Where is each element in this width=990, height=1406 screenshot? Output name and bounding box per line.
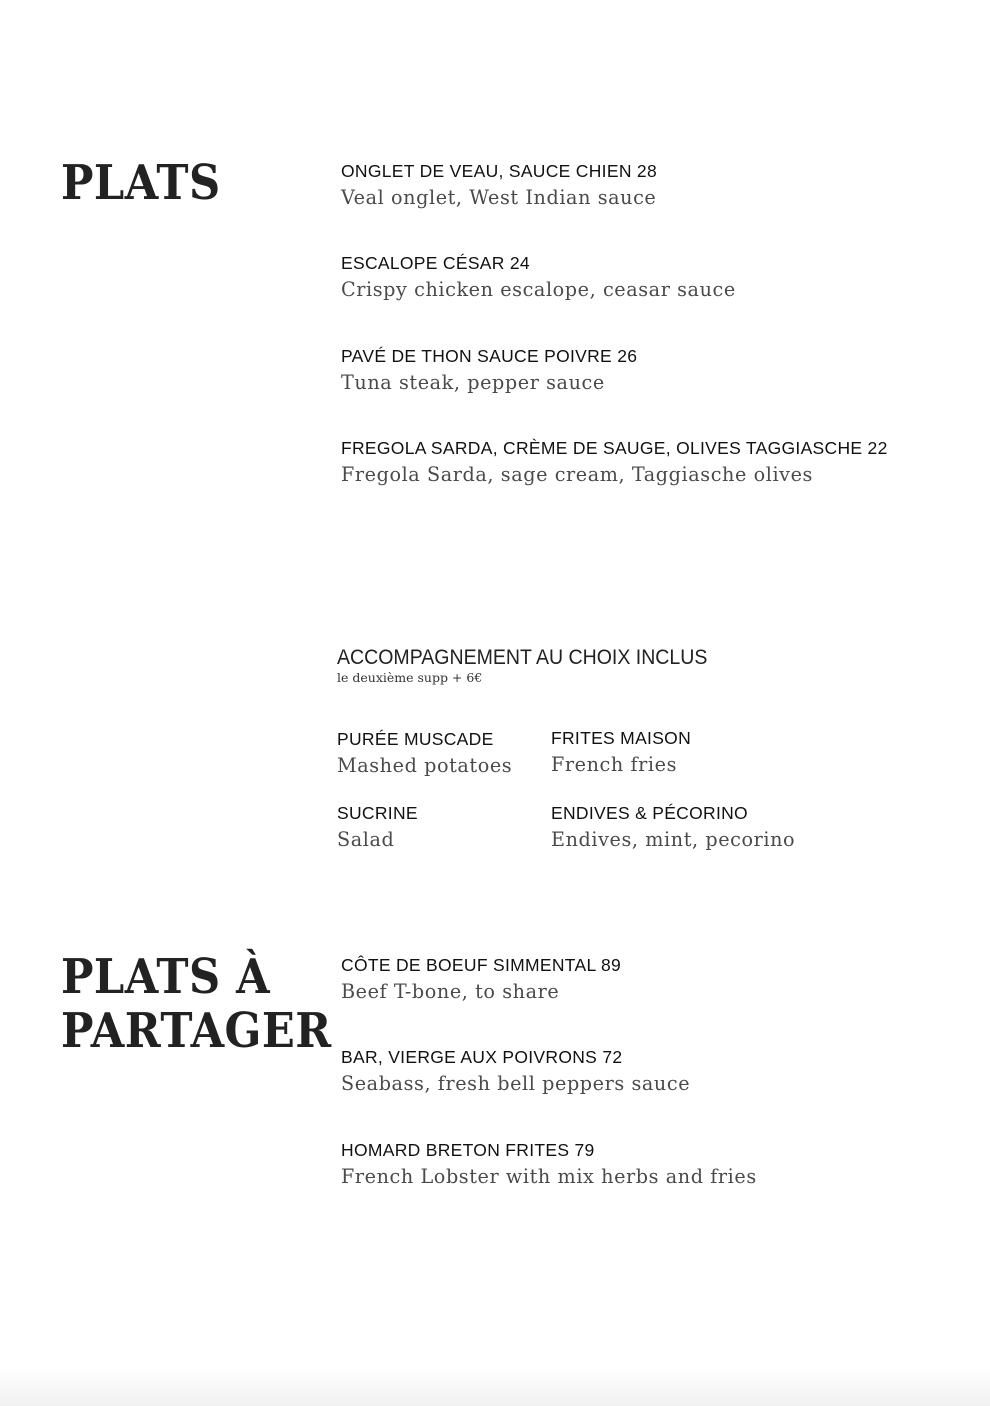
sides-title: ACCOMPAGNEMENT AU CHOIX INCLUS bbox=[337, 646, 708, 669]
dish-name: FREGOLA SARDA, CRÈME DE SAUGE, OLIVES TAGGIASCHE 22 bbox=[341, 438, 888, 458]
section-title-sharing bbox=[61, 950, 332, 1058]
dish-name: BAR, VIERGE AUX POIVRONS 72 bbox=[341, 1047, 623, 1067]
dish-description: Veal onglet, West Indian sauce bbox=[341, 185, 657, 209]
side-name: SUCRINE bbox=[337, 803, 418, 823]
dish-name: ONGLET DE VEAU, SAUCE CHIEN 28 bbox=[341, 161, 657, 181]
dish-name: ESCALOPE CÉSAR 24 bbox=[341, 253, 530, 273]
dish-description: French Lobster with mix herbs and fries bbox=[341, 1164, 757, 1188]
page-bottom-shadow bbox=[0, 1366, 990, 1406]
dish-description: Tuna steak, pepper sauce bbox=[341, 370, 605, 394]
section-title-plats bbox=[61, 156, 221, 210]
dish-description: Fregola Sarda, sage cream, Taggiasche olives bbox=[341, 462, 813, 486]
menu-item bbox=[341, 1139, 961, 1190]
menu-item bbox=[341, 252, 961, 303]
sides-header bbox=[337, 646, 735, 686]
dish-name: HOMARD BRETON FRITES 79 bbox=[341, 1140, 595, 1160]
dish-name: CÔTE DE BOEUF SIMMENTAL 89 bbox=[341, 955, 622, 975]
section-title-sharing-line2: PARTAGER bbox=[61, 1003, 332, 1059]
side-item bbox=[551, 727, 691, 778]
menu-item bbox=[341, 437, 961, 488]
side-description: Salad bbox=[337, 827, 395, 851]
side-item bbox=[337, 728, 520, 779]
section-title-sharing-line1: PLATS À bbox=[61, 949, 271, 1005]
dish-description: Beef T-bone, to share bbox=[341, 979, 560, 1003]
section-title-plats-text: PLATS bbox=[61, 155, 221, 211]
side-item bbox=[551, 802, 805, 853]
side-description: Endives, mint, pecorino bbox=[551, 827, 796, 851]
dish-description: Crispy chicken escalope, ceasar sauce bbox=[341, 277, 736, 301]
menu-item bbox=[341, 954, 961, 1005]
side-name: FRITES MAISON bbox=[551, 728, 692, 748]
menu-item bbox=[341, 345, 961, 396]
side-description: Mashed potatoes bbox=[337, 753, 513, 777]
menu-item bbox=[341, 160, 961, 211]
dish-name: PAVÉ DE THON SAUCE POIVRE 26 bbox=[341, 346, 638, 366]
side-name: ENDIVES & PÉCORINO bbox=[551, 803, 748, 823]
sides-note: le deuxième supp + 6€ bbox=[337, 670, 483, 685]
side-description: French fries bbox=[551, 752, 678, 776]
side-item bbox=[337, 802, 418, 853]
dish-description: Seabass, fresh bell peppers sauce bbox=[341, 1071, 691, 1095]
menu-item bbox=[341, 1046, 961, 1097]
side-name: PURÉE MUSCADE bbox=[337, 729, 494, 749]
